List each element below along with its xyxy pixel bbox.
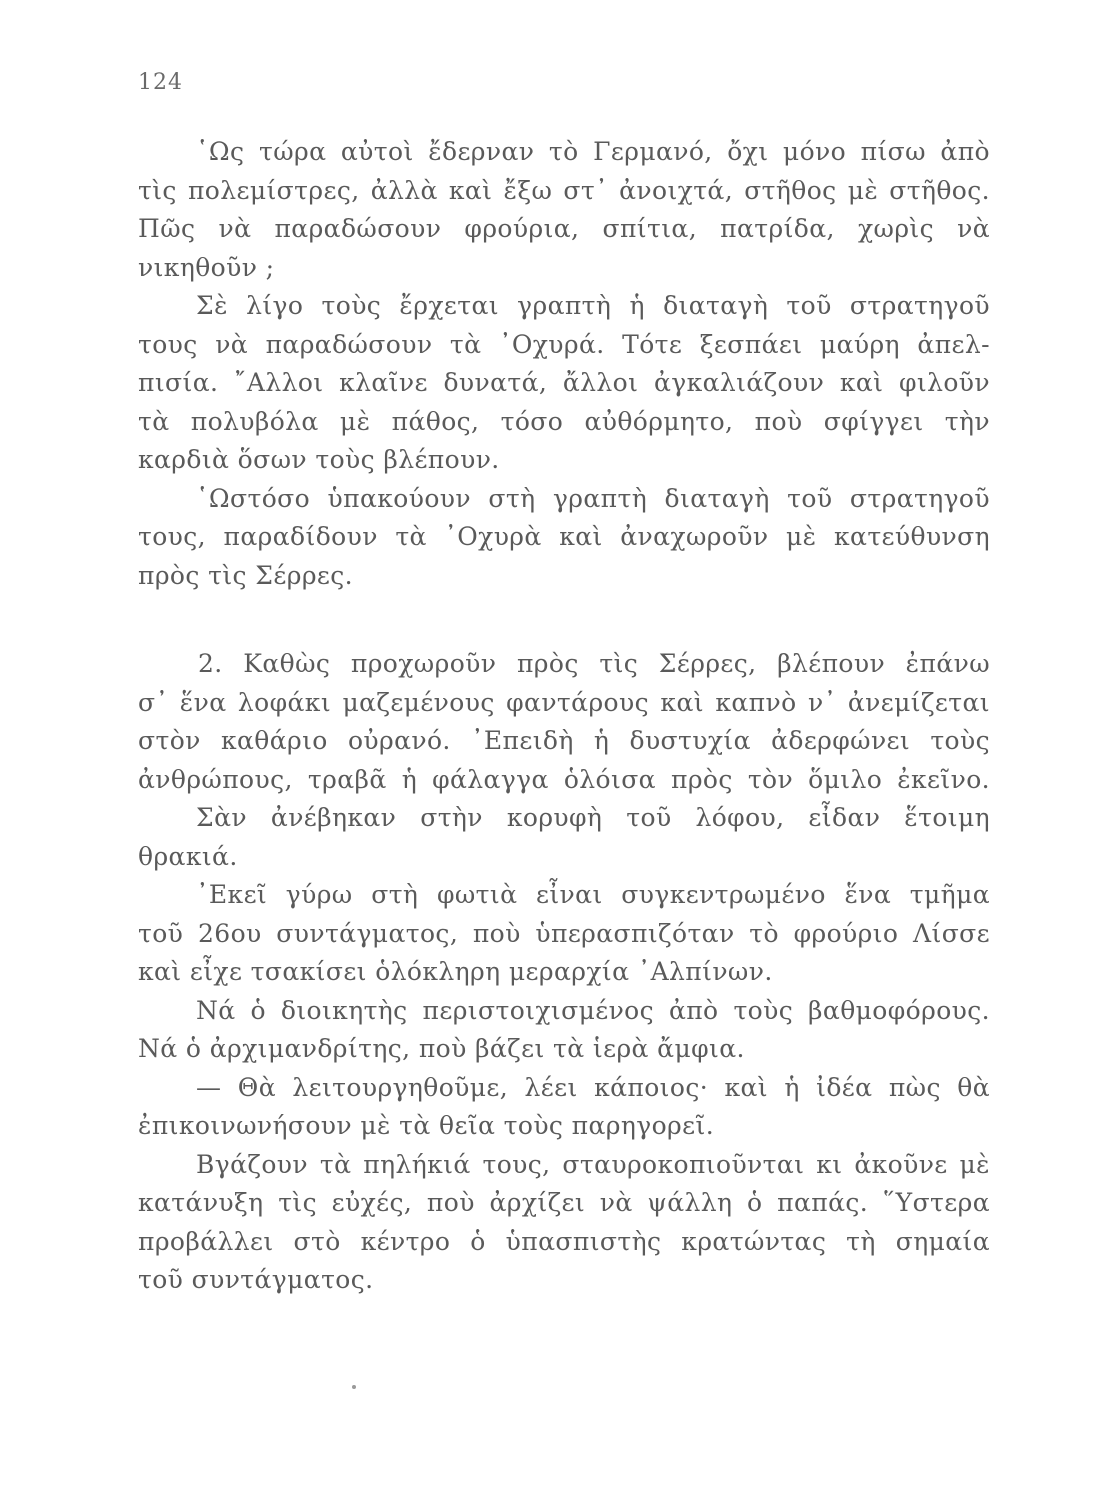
text-line: 2. Καθὼς προχωροῦν πρὸς τὶς Σέρρες, βλέπουν ἐπάνω xyxy=(198,649,990,678)
text-line: — Θὰ λειτουργηθοῦμε, λέει κάποιος· καὶ ἡ ἰδέα πὼς θὰ xyxy=(196,1072,990,1102)
text-line: τὰ πολυβόλα μὲ πάθος, τόσο αὐθόρμητο, ποὺ σφίγγει τὴν xyxy=(138,406,990,436)
text-line: θρακιά. xyxy=(138,841,238,871)
paragraph-6 xyxy=(138,876,990,992)
text-line: Νά ὁ διοικητὴς περιστοιχισμένος ἀπὸ τοὺς βαθμοφόρους. xyxy=(196,995,990,1025)
paragraph-7 xyxy=(138,992,990,1031)
paragraph-8 xyxy=(138,1030,990,1069)
text-line: ῾Ωστόσο ὑπακούουν στὴ γραπτὴ διαταγὴ τοῦ στρατηγοῦ xyxy=(196,483,990,513)
text-line: προβάλλει στὸ κέντρο ὁ ὑπασπιστὴς κρατώντας τὴ σημαία xyxy=(138,1226,990,1256)
paragraph-9 xyxy=(138,1069,990,1146)
text-line: κατάνυξη τὶς εὐχές, ποὺ ἀρχίζει νὰ ψάλλη ὁ παπάς. ῞Υστερα xyxy=(138,1188,990,1217)
text-line: ᾽Εκεῖ γύρω στὴ φωτιὰ εἶναι συγκεντρωμένο ἕνα τμῆμα xyxy=(196,880,990,909)
text-line: ἐπικοινωνήσουν μὲ τὰ θεῖα τοὺς παρηγορεῖ. xyxy=(138,1111,715,1140)
text-line: νικηθοῦν ; xyxy=(138,252,275,282)
text-line: Σὲ λίγο τοὺς ἔρχεται γραπτὴ ἡ διαταγὴ τοῦ στρατηγοῦ xyxy=(196,291,990,320)
text-line: πισία. ῎Αλλοι κλαῖνε δυνατά, ἄλλοι ἀγκαλιάζουν καὶ φιλοῦν xyxy=(138,368,990,397)
paragraph-1 xyxy=(138,133,990,287)
text-line: τοῦ 26ου συντάγματος, ποὺ ὑπερασπιζόταν τὸ φρούριο Λίσσε xyxy=(138,918,990,948)
paragraph-5 xyxy=(138,799,990,876)
text-line: ἀνθρώπους, τραβᾶ ἡ φάλαγγα ὁλόισα πρὸς τὸν ὅμιλο ἐκεῖνο. xyxy=(138,764,990,794)
page-number: 124 xyxy=(138,70,183,95)
text-line: στὸν καθάριο οὐρανό. ᾽Επειδὴ ἡ δυστυχία ἀδερφώνει τοὺς xyxy=(138,726,990,755)
text-line: πρὸς τὶς Σέρρες. xyxy=(138,560,354,590)
text-line: τὶς πολεμίστρες, ἀλλὰ καὶ ἔξω στ᾽ ἀνοιχτά, στῆθος μὲ στῆθος. xyxy=(138,175,990,205)
paragraph-3 xyxy=(138,480,990,596)
paragraph-2 xyxy=(138,287,990,480)
section-break xyxy=(138,595,990,645)
text-line: καρδιὰ ὅσων τοὺς βλέπουν. xyxy=(138,445,500,474)
text-line: Πῶς νὰ παραδώσουν φρούρια, σπίτια, πατρίδα, χωρὶς νὰ xyxy=(138,214,990,243)
text-line: τοῦ συντάγματος. xyxy=(138,1265,374,1294)
text-line: τους, παραδίδουν τὰ ᾽Οχυρὰ καὶ ἀναχωροῦν μὲ κατεύθυνση xyxy=(138,522,990,551)
paragraph-10 xyxy=(138,1146,990,1300)
text-line: ῾Ως τώρα αὐτοὶ ἔδερναν τὸ Γερμανό, ὄχι μόνο πίσω ἀπὸ xyxy=(196,137,990,166)
text-line: Σὰν ἀνέβηκαν στὴν κορυφὴ τοῦ λόφου, εἶδαν ἕτοιμη xyxy=(196,803,990,832)
text-line: καὶ εἶχε τσακίσει ὁλόκληρη μεραρχία ᾽Αλπίνων. xyxy=(138,957,773,986)
paragraph-4 xyxy=(138,645,990,799)
ink-speck xyxy=(352,1385,356,1389)
text-line: σ᾽ ἕνα λοφάκι μαζεμένους φαντάρους καὶ καπνὸ ν᾽ ἀνεμίζεται xyxy=(138,687,990,717)
text-line: Βγάζουν τὰ πηλήκιά τους, σταυροκοπιοῦνται κι ἀκοῦνε μὲ xyxy=(196,1149,990,1179)
body-text xyxy=(138,133,990,1300)
text-line: τους νὰ παραδώσουν τὰ ᾽Οχυρά. Τότε ξεσπάει μαύρη ἀπελ- xyxy=(138,329,990,359)
text-line: Νά ὁ ἀρχιμανδρίτης, ποὺ βάζει τὰ ἱερὰ ἄμφια. xyxy=(138,1034,745,1063)
